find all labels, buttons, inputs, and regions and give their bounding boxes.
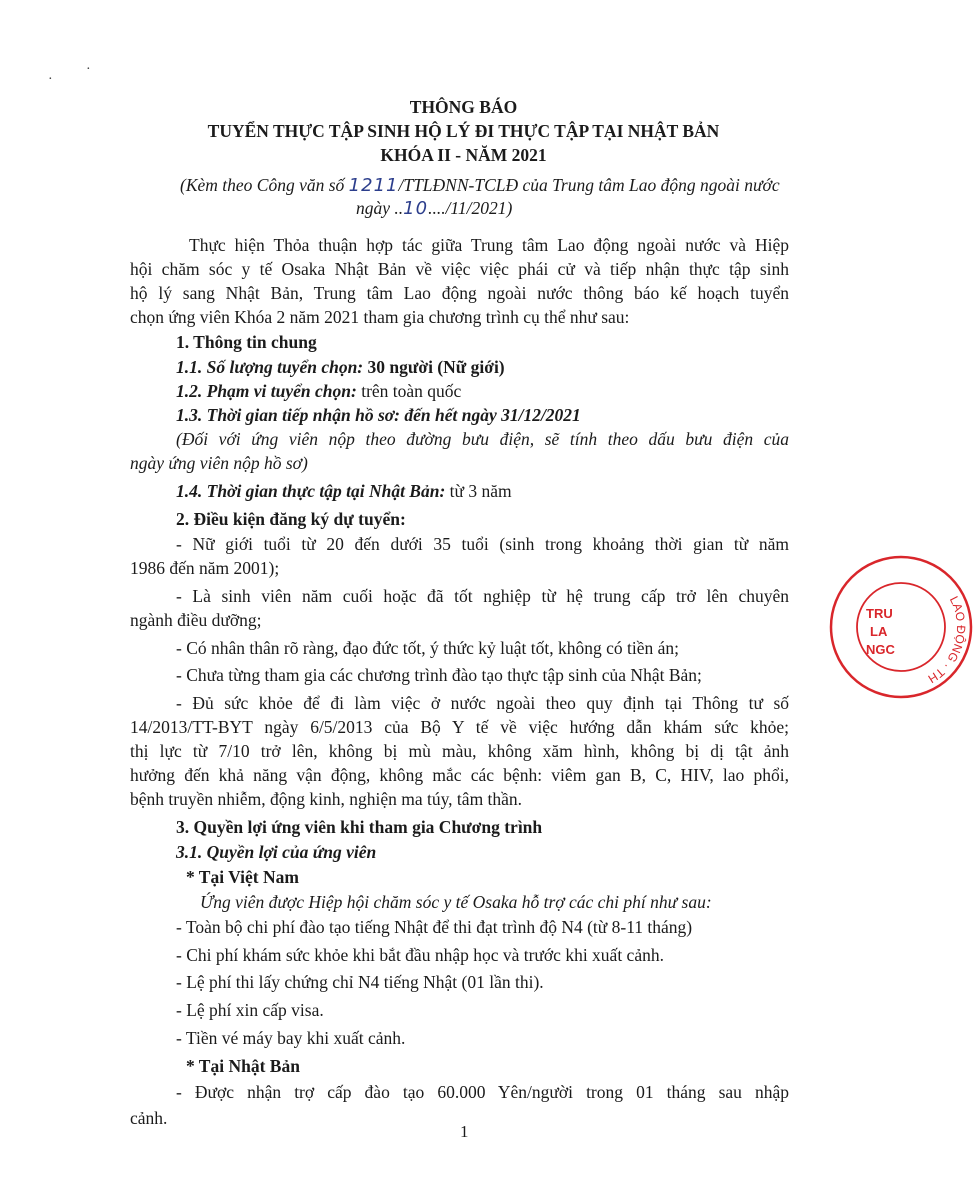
condition-line: - Có nhân thân rõ ràng, đạo đức tốt, ý thức kỷ luật tốt, không có tiền án; (176, 638, 680, 658)
item-1-4: 1.4. Thời gian thực tập tại Nhật Bản: từ 3 năm (176, 481, 512, 501)
stamp-inner-line: NGC (866, 642, 895, 657)
condition-line: ngành điều dưỡng; (130, 610, 262, 630)
japan-heading: * Tại Nhật Bản (186, 1056, 300, 1076)
vietnam-intro: Ứng viên được Hiệp hội chăm sóc y tế Osaka hỗ trợ các chi phí như sau: (200, 892, 712, 912)
stamp-ring-text: LAO ĐỘNG · TH (925, 593, 969, 686)
section-2-heading: 2. Điều kiện đăng ký dự tuyển: (176, 509, 406, 529)
handwritten-ref-number: 1211 (348, 175, 399, 196)
condition-line: thị lực từ 7/10 trở lên, không bị mù màu, không xăm hình, không bị dị tật ảnh (130, 741, 789, 761)
section-3-1-heading: 3.1. Quyền lợi của ứng viên (176, 842, 377, 862)
intro-line: Thực hiện Thỏa thuận hợp tác giữa Trung tâm Lao động ngoài nước và Hiệp (189, 235, 789, 255)
vietnam-benefit: - Tiền vé máy bay khi xuất cảnh. (176, 1028, 406, 1048)
handwritten-day: 10 (403, 198, 429, 219)
note-line: (Đối với ứng viên nộp theo đường bưu điện, sẽ tính theo dấu bưu điện của (176, 429, 789, 449)
reference-date: ngày ..10..../11/2021) (356, 198, 513, 219)
scan-speck: · (48, 72, 53, 87)
svg-text:LAO ĐỘNG · TH (899, 593, 976, 686)
item-1-1: 1.1. Số lượng tuyển chọn: 30 người (Nữ giới) (176, 357, 505, 377)
doc-subtitle: TUYỂN THỰC TẬP SINH HỘ LÝ ĐI THỰC TẬP TẠI NHẬT BẢN (207, 121, 720, 141)
section-3-heading: 3. Quyền lợi ứng viên khi tham gia Chương trình (176, 817, 543, 837)
doc-title: THÔNG BÁO (409, 97, 518, 117)
intro-line: chọn ứng viên Khóa 2 năm 2021 tham gia chương trình cụ thể như sau: (130, 307, 630, 327)
section-1-heading: 1. Thông tin chung (176, 332, 317, 352)
condition-line: 1986 đến năm 2001); (130, 558, 280, 578)
item-1-2: 1.2. Phạm vi tuyển chọn: trên toàn quốc (176, 381, 462, 401)
vietnam-benefit: - Lệ phí thi lấy chứng chỉ N4 tiếng Nhật (01 lần thi). (176, 972, 544, 992)
page-number: 1 (460, 1122, 469, 1141)
stamp-inner-line: LA (870, 624, 888, 639)
japan-benefit: - Được nhận trợ cấp đào tạo 60.000 Yên/người trong 01 tháng sau nhập (176, 1082, 789, 1102)
vietnam-heading: * Tại Việt Nam (186, 867, 299, 887)
item-1-3: 1.3. Thời gian tiếp nhận hồ sơ: đến hết ngày 31/12/2021 (176, 405, 581, 425)
intro-line: hộ lý sang Nhật Bản, Trung tâm Lao động ngoài nước thông báo kế hoạch tuyển (130, 283, 789, 303)
vietnam-benefit: - Chi phí khám sức khỏe khi bắt đầu nhập học và trước khi xuất cảnh. (176, 945, 664, 965)
condition-line: hưởng đến khả năng vận động, không mắc các bệnh: viêm gan B, C, HIV, lao phổi, (130, 765, 789, 785)
japan-benefit: cảnh. (130, 1108, 168, 1128)
condition-line: - Nữ giới tuổi từ 20 đến dưới 35 tuổi (sinh trong khoảng thời gian từ năm (176, 534, 789, 554)
vietnam-benefit: - Lệ phí xin cấp visa. (176, 1000, 324, 1020)
note-line: ngày ứng viên nộp hồ sơ) (130, 453, 308, 473)
condition-line: 14/2013/TT-BYT ngày 6/5/2013 của Bộ Y tế về việc hướng dẫn khám sức khỏe; (130, 717, 789, 737)
reference-line: (Kèm theo Công văn số 1211/TTLĐNN-TCLĐ của Trung tâm Lao động ngoài nước (180, 175, 780, 196)
condition-line: - Đủ sức khỏe để đi làm việc ở nước ngoài theo quy định tại Thông tư số (176, 693, 789, 713)
condition-line: - Là sinh viên năm cuối hoặc đã tốt nghiệp từ hệ trung cấp trở lên chuyên (176, 586, 789, 606)
intro-line: hội chăm sóc y tế Osaka Nhật Bản về việc việc phái cử và tiếp nhận thực tập sinh (130, 259, 789, 279)
official-stamp (826, 552, 976, 702)
condition-line: bệnh truyền nhiễm, động kinh, nghiện ma túy, tâm thần. (130, 789, 523, 809)
doc-course: KHÓA II - NĂM 2021 (380, 145, 547, 165)
scan-speck: · (86, 62, 91, 77)
condition-line: - Chưa từng tham gia các chương trình đào tạo thực tập sinh của Nhật Bản; (176, 665, 702, 685)
vietnam-benefit: - Toàn bộ chi phí đào tạo tiếng Nhật để thi đạt trình độ N4 (từ 8-11 tháng) (176, 917, 693, 937)
stamp-inner-line: TRU (866, 606, 893, 621)
